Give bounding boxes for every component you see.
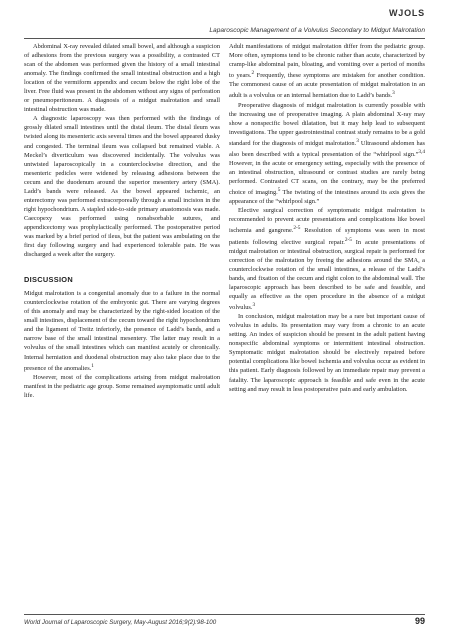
header-rule (24, 38, 425, 39)
paragraph (229, 101, 425, 207)
journal-citation: World Journal of Laparoscopic Surgery, May-August 2016;9(2):98-100 (24, 619, 217, 626)
paragraph (24, 289, 220, 373)
citation: 3,4 (418, 148, 425, 155)
text: Ultrasound abdomen has also been described with a typical presentation of the “whirlpool sign.” (229, 139, 425, 158)
paragraph (229, 42, 425, 101)
journal-brand: WJOLS (388, 8, 425, 18)
citation: 2-5 (344, 236, 352, 243)
text: Preoperative diagnosis of midgut malrotation is currently possible with the increasing use of preoperative imaging. A plain abdominal X-ray may show a nonspecific bowel dilatation, but it may help lead to subsequent investigations. The upper gastrointestinal contrast study remains to be a gold standard for the diagnosis of midgut malrotation. (229, 101, 425, 147)
citation: 3 (356, 137, 359, 144)
citation: 3 (252, 302, 256, 309)
text: Resolution of symptoms was seen in most patients following elective surgical repair. (229, 227, 426, 246)
citation: 2-5 (293, 225, 301, 232)
footer-rule (24, 614, 425, 615)
left-column (24, 42, 220, 400)
running-title: Laparoscopic Management of a Volvulus Secondary to Midgut Malrotation (209, 27, 425, 34)
right-column (229, 42, 425, 394)
paragraph: Abdominal X-ray revealed dilated small bowel, and although a suspicion of adhesions from the previous surgery was a possibility, a contrasted CT scan of the abdomen was performed given the history of a small intestinal anomaly. The findings confirmed the small intestinal obstruction and a high location of the vermiform appendix and cecum below the right lobe of the liver. Free fluid was present in the abdomen without any signs of perforation or pneumoperitoneum. A diagnosis of a midgut malrotation and small intestinal obstruction was made. (24, 43, 220, 114)
text: The twisting of the intestines around its axis gives the appearance of the “whirlpool sign.” (229, 189, 425, 206)
citation: 3 (392, 90, 395, 97)
paragraph: A diagnostic laparoscopy was then performed with the findings of grossly dilated small intestines until the distal ileum. The distal ileum was twisted along its mesenteric axis several times and the bowel appeared dusky and congested. The terminal ileum was collapsed but remained viable. A Meckel’s diverticulum was discovered incidentally. The volvulus was untwisted laparoscopically in a counterclockwise direction, and the mesenteric pedicles were widened by releasing adhesions between the cecum and the duodenum around the superior mesentery artery (SMA). Ladd’s bands were released. As the bowel appeared ischemic, an enterectomy was performed extracorporeally through a small incision in the right hypochondrium. A stapled side-to-side primary anastomosis was made. Caecopexy was performed using nonabsorbable sutures, and appendicectomy was prophylactically performed. The postoperative period was marked by a brief period of ileus, but the patient was ambulating on the first day following surgery and had experienced tolerable pain. He was discharged a week after the surgery. (24, 115, 220, 259)
text: Midgut malrotation is a congenital anomaly due to a failure in the normal counterclockwise rotation of the embryonic gut. There are varying degrees of this anomaly and may be characterized by the right-sided location of the small intestines, displacement of the cecum toward the right hypochondrium and the ligament of Treitz inferiorly, the presence of Ladd’s bands, and a narrow base of the small intestinal mesentery. The latter may result in a volvulus of the small intestines which can manifest acutely or chronically. Internal herniation and duodenal obstruction may also take place due to the presence of the anomalies. (24, 290, 220, 372)
citation: 5 (277, 187, 281, 194)
paragraph: In conclusion, midgut malrotation may be a rare but important cause of volvulus in adults. Its presentation may vary from a chronic to an acute setting. An index of suspicion should be present in the adult patient having nonspecific abdominal symptoms or intermittent intestinal obstruction. Symptomatic midgut malrotation should be electively repaired before potential complications like bowel ischemia and volvulus occur as evident in this patient. Early diagnosis followed by an immediate repair may prevent a fatality. The laparoscopic approach is feasible and safe even in the acute setting and may result in less postoperative pain and early ambulation. (229, 313, 425, 393)
citation: 2 (251, 70, 255, 77)
text: Elective surgical correction of symptomatic midgut malrotation is recommended to prevent acute presentations and complications like bowel ischemia and gangrene. (229, 207, 425, 235)
citation: 1 (91, 362, 94, 369)
text: In acute presentations of midgut malrotation or intestinal obstruction, surgical repair is performed for correction of the malrotation by freeing the adhesions around the SMA, a counterclockwise rotation of the small intestines, a release of the Ladd’s bands, and fixation of the cecum and right colon to the abdominal wall. The laparoscopic approach has been described to be safe and feasible, and equally as effective as the open procedure in the absence of a midgut volvulus. (229, 238, 425, 312)
text: Adult manifestations of midgut malrotation differ from the pediatric group. More often, symptoms tend to be chronic rather than acute, characterized by cramp-like abdominal pain, bloating, and vomiting over a period of months to years. (229, 43, 425, 80)
text: Frequently, these symptoms are mistaken for another condition. The commonest cause of an acute presentation of midgut malrotation in an adult is a volvulus or an internal herniation due to Ladd’s bands. (229, 72, 425, 100)
section-heading-discussion: DISCUSSION (24, 275, 73, 285)
paragraph: However, most of the complications arising from midgut malrotation manifest in the pediatric age group. Some remained asymptomatic until adult life. (24, 373, 220, 399)
paragraph (229, 206, 425, 312)
page-number: 99 (414, 616, 425, 626)
text: However, in the acute or emergency setting, especially with the presence of an intestinal obstruction, ultrasound or contrast studies are rarely being performed. Contrasted CT scans, on the contrary, may be the preferred choice of imaging. (229, 160, 425, 197)
